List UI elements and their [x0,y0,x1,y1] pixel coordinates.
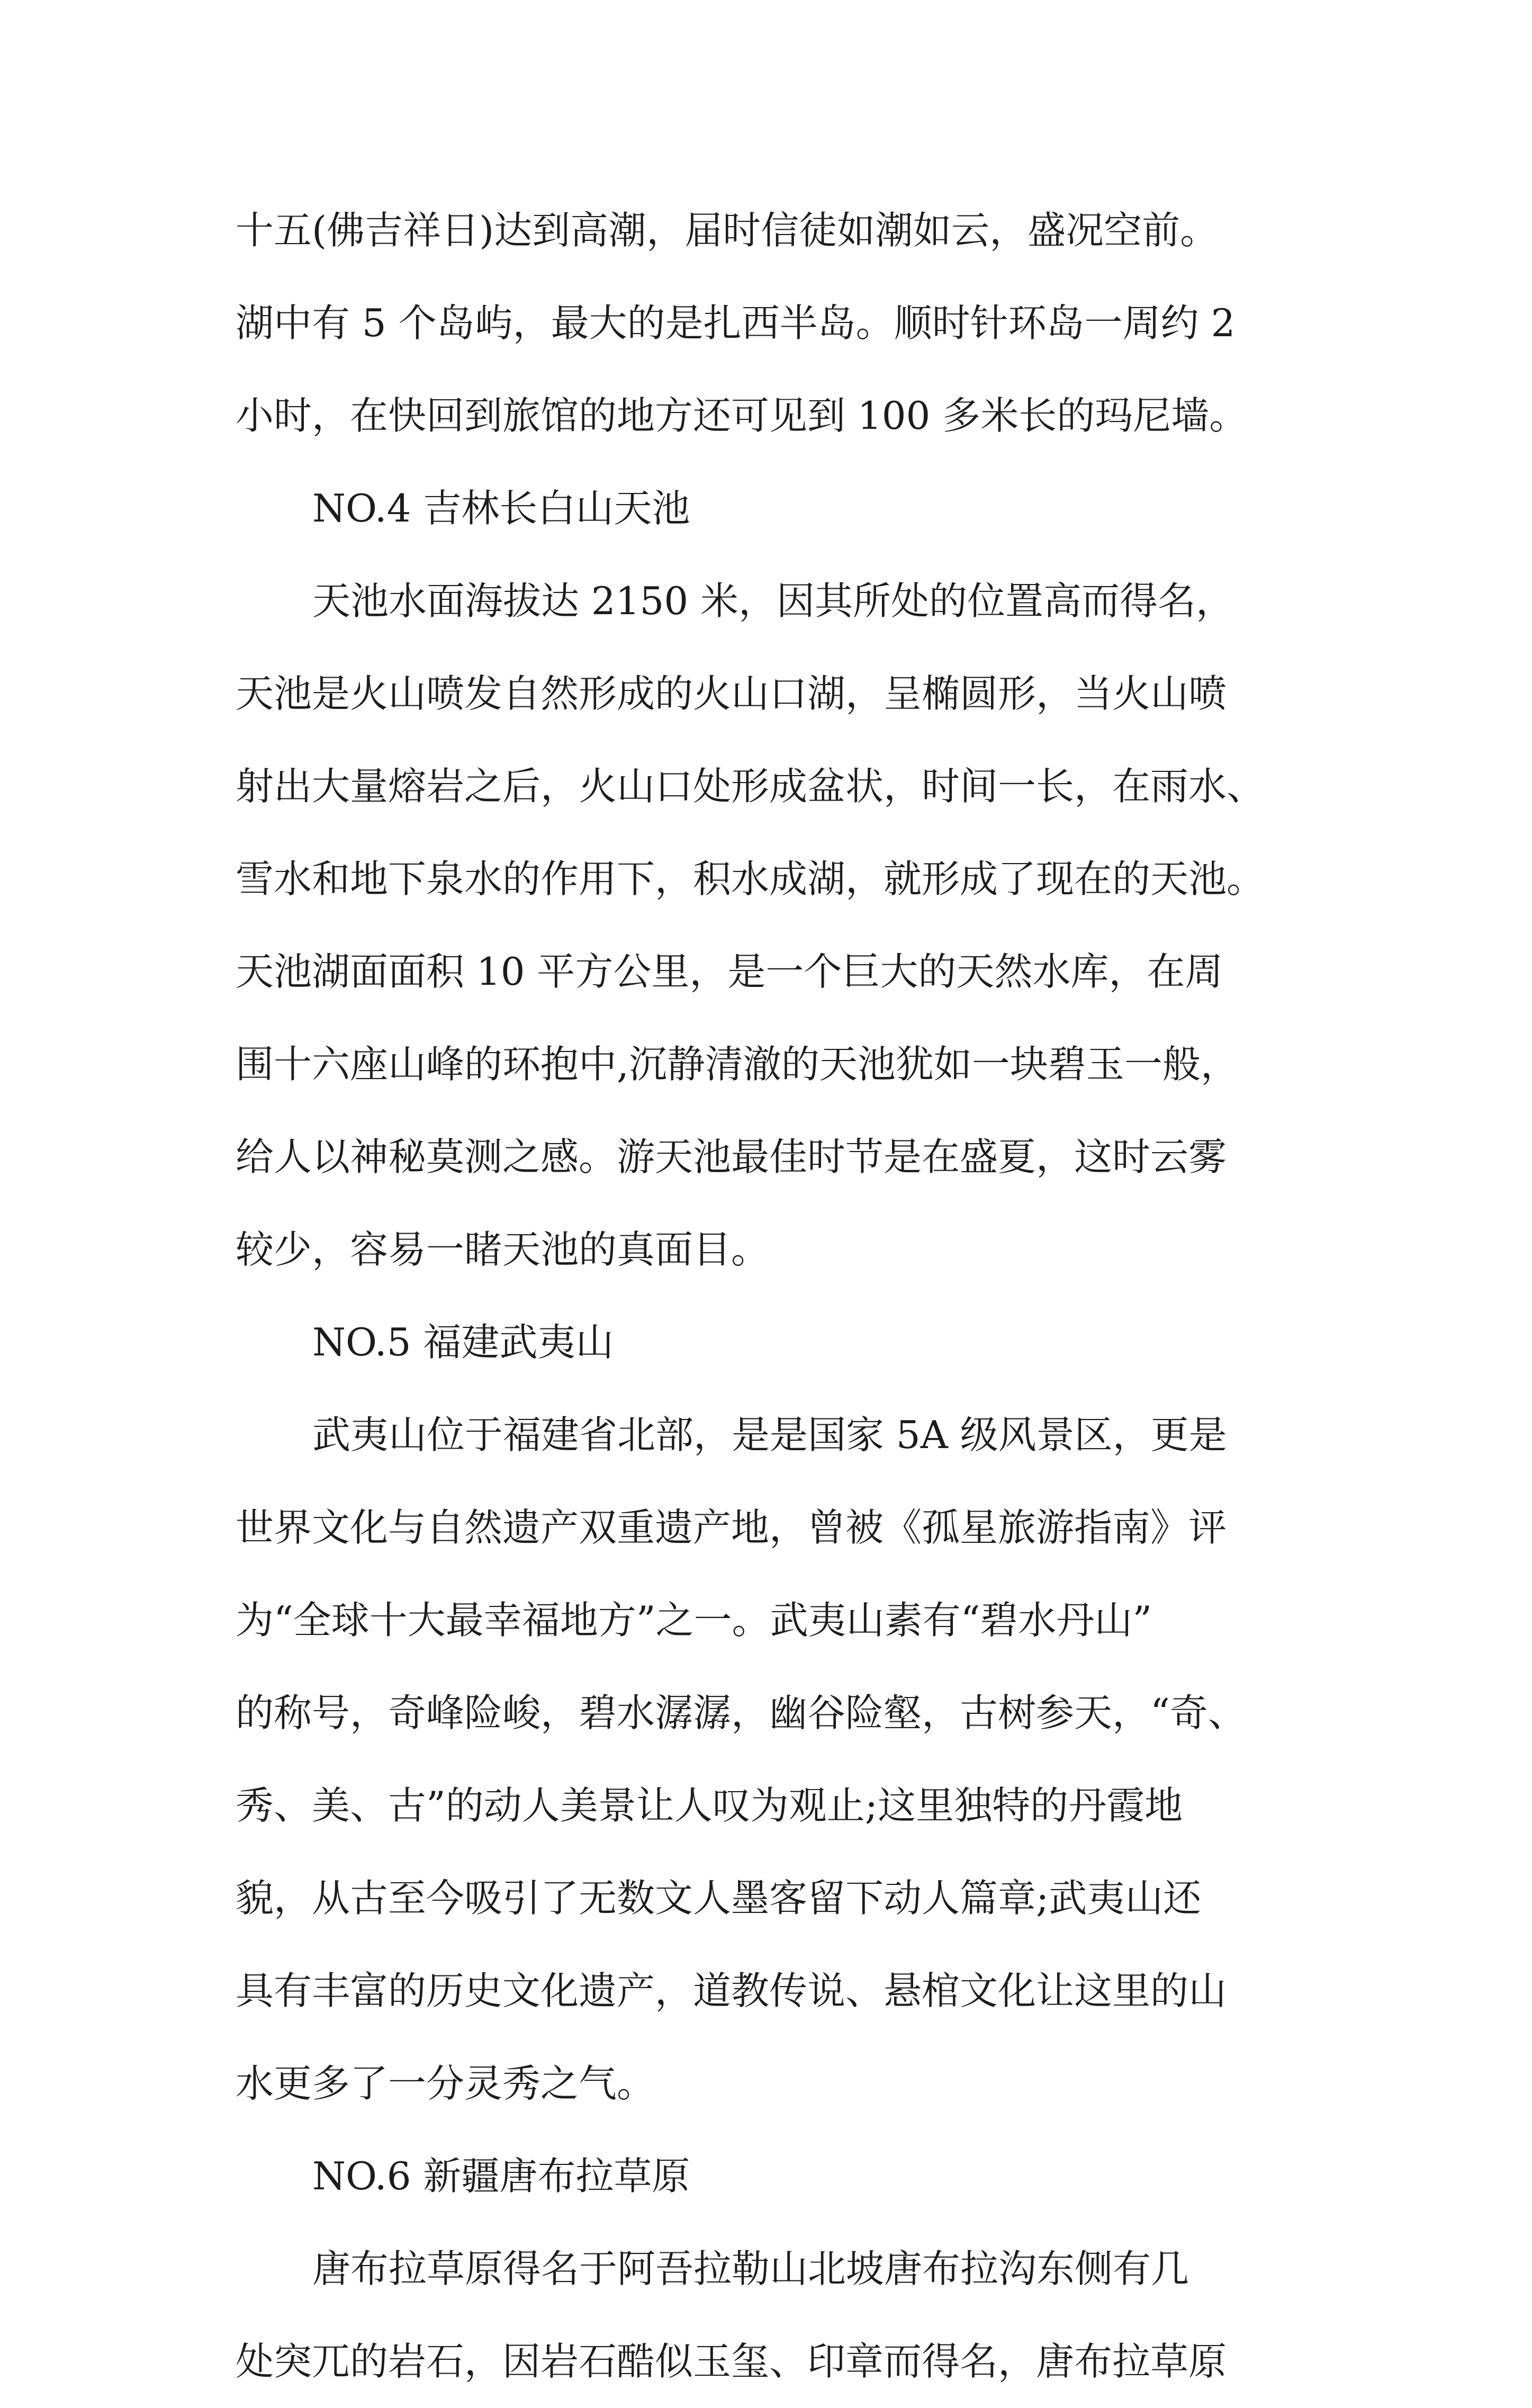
body-line: 处突兀的岩石，因岩石酷似玉玺、印章而得名，唐布拉草原 [236,2339,1227,2384]
body-line: 天池湖面面积 10 平方公里，是一个巨大的天然水库，在周 [236,949,1223,994]
body-line: 射出大量熔岩之后，火山口处形成盆状，时间一长，在雨水、 [236,764,1265,808]
body-line: 湖中有 5 个岛屿，最大的是扎西半岛。顺时针环岛一周约 2 [236,301,1236,345]
body-line: 天池是火山喷发自然形成的火山口湖，呈椭圆形，当火山喷 [236,671,1227,716]
body-line: 世界文化与自然遗产双重遗产地，曾被《孤星旅游指南》评 [236,1505,1227,1550]
body-line: 具有丰富的历史文化遗产，道教传说、悬棺文化让这里的山 [236,1969,1227,2013]
text-body [236,184,1311,2408]
section-heading-no5: NO.5 福建武夷山 [312,1320,614,1364]
section-heading-no6: NO.6 新疆唐布拉草原 [312,2154,690,2198]
body-line: 给人以神秘莫测之感。游天池最佳时节是在盛夏，这时云雾 [236,1135,1227,1179]
section-heading-no4: NO.4 吉林长白山天池 [312,486,690,531]
body-line: 小时，在快回到旅馆的地方还可见到 100 多米长的玛尼墙。 [236,393,1248,438]
body-line: 围十六座山峰的环抱中,沉静清澈的天池犹如一块碧玉一般， [236,1042,1239,1086]
body-line: 较少，容易一睹天池的真面目。 [236,1227,770,1272]
body-line: 貌，从古至今吸引了无数文人墨客留下动人篇章;武夷山还 [236,1876,1202,1920]
body-line: 秀、美、古”的动人美景让人叹为观止;这里独特的丹霞地 [236,1783,1183,1828]
paragraph-first-line: 天池水面海拔达 2150 米，因其所处的位置高而得名， [312,579,1234,623]
body-line: 的称号，奇峰险峻，碧水潺潺，幽谷险壑，古树参天，“奇、 [236,1691,1246,1735]
body-line: 十五(佛吉祥日)达到高潮，届时信徒如潮如云，盛况空前。 [236,208,1219,253]
paragraph-first-line: 唐布拉草原得名于阿吾拉勒山北坡唐布拉沟东侧有几 [312,2247,1189,2291]
body-line: 雪水和地下泉水的作用下，积水成湖，就形成了现在的天池。 [236,857,1265,901]
body-line: 为“全球十大最幸福地方”之一。武夷山素有“碧水丹山” [236,1598,1152,1642]
paragraph-first-line: 武夷山位于福建省北部，是是国家 5A 级风景区，更是 [312,1413,1227,1457]
body-line: 水更多了一分灵秀之气。 [236,2061,655,2106]
